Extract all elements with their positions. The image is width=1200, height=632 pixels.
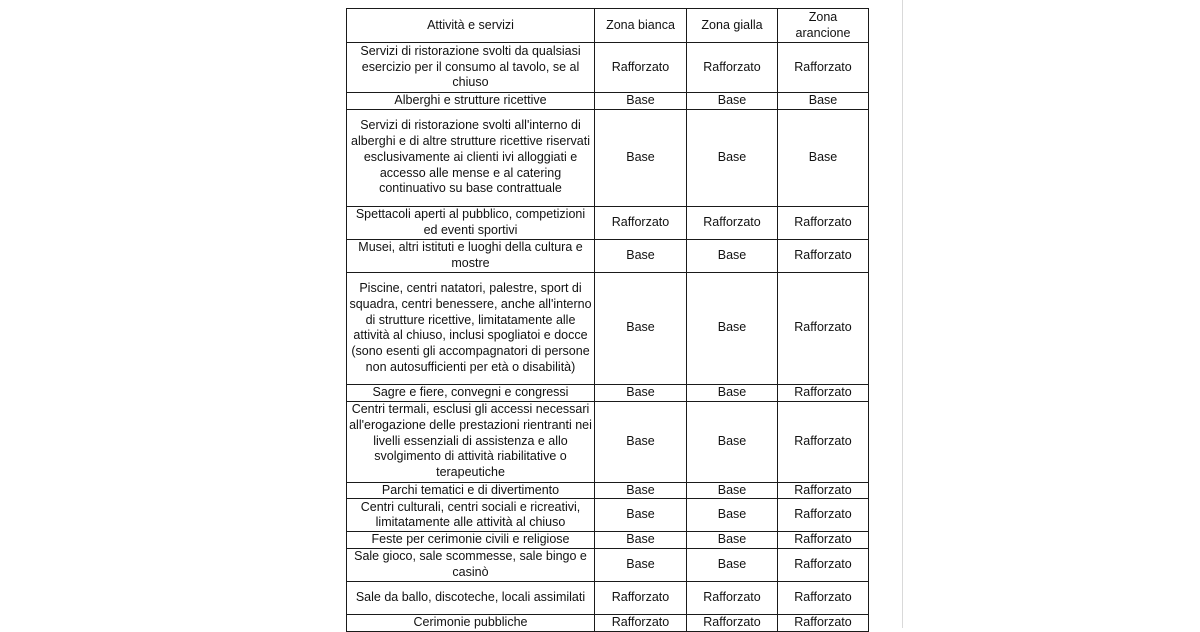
- zona-arancione-cell: Base: [778, 109, 869, 206]
- zona-gialla-cell: Base: [687, 239, 778, 272]
- zona-bianca-cell: Base: [595, 93, 687, 110]
- zona-gialla-cell: Base: [687, 401, 778, 482]
- zona-gialla-cell: Rafforzato: [687, 582, 778, 615]
- table-row: [347, 549, 869, 582]
- zona-bianca-cell: Base: [595, 499, 687, 532]
- table-row: [347, 401, 869, 482]
- zona-bianca-cell: Base: [595, 384, 687, 401]
- zona-bianca-cell: Base: [595, 532, 687, 549]
- zona-arancione-cell: Rafforzato: [778, 499, 869, 532]
- zona-gialla-cell: Rafforzato: [687, 615, 778, 632]
- table-row: [347, 272, 869, 384]
- activity-cell: Servizi di ristorazione svolti da qualsiasi esercizio per il consumo al tavolo, se al chiuso: [347, 43, 595, 93]
- header-zona-arancione: Zona arancione: [778, 9, 869, 43]
- zona-gialla-cell: Base: [687, 532, 778, 549]
- zona-bianca-cell: Base: [595, 239, 687, 272]
- table-row: [347, 482, 869, 499]
- zona-bianca-cell: Base: [595, 482, 687, 499]
- zona-bianca-cell: Rafforzato: [595, 43, 687, 93]
- zona-bianca-cell: Rafforzato: [595, 615, 687, 632]
- zona-bianca-cell: Base: [595, 401, 687, 482]
- activity-cell: Feste per cerimonie civili e religiose: [347, 532, 595, 549]
- activity-cell: Sale gioco, sale scommesse, sale bingo e casinò: [347, 549, 595, 582]
- zona-arancione-cell: Rafforzato: [778, 549, 869, 582]
- activity-cell: Sale da ballo, discoteche, locali assimilati: [347, 582, 595, 615]
- header-activity: Attività e servizi: [347, 9, 595, 43]
- zona-bianca-cell: Rafforzato: [595, 206, 687, 239]
- activity-cell: Servizi di ristorazione svolti all'interno di alberghi e di altre strutture ricettive riservati esclusivamente ai clienti ivi alloggiati e accesso alle mense e al catering continuativo su base contrattuale: [347, 109, 595, 206]
- zona-bianca-cell: Base: [595, 109, 687, 206]
- activity-cell: Centri culturali, centri sociali e ricreativi, limitatamente alle attività al chiuso: [347, 499, 595, 532]
- activity-cell: Cerimonie pubbliche: [347, 615, 595, 632]
- zona-gialla-cell: Base: [687, 499, 778, 532]
- zona-gialla-cell: Base: [687, 93, 778, 110]
- zona-arancione-cell: Rafforzato: [778, 239, 869, 272]
- activity-cell: Sagre e fiere, convegni e congressi: [347, 384, 595, 401]
- zona-gialla-cell: Base: [687, 272, 778, 384]
- zona-arancione-cell: Rafforzato: [778, 384, 869, 401]
- zona-gialla-cell: Rafforzato: [687, 206, 778, 239]
- table-row: [347, 239, 869, 272]
- activity-cell: Centri termali, esclusi gli accessi necessari all'erogazione delle prestazioni rientranti nei livelli essenziali di assistenza e allo svolgimento di attività riabilitative o terapeutiche: [347, 401, 595, 482]
- zona-bianca-cell: Rafforzato: [595, 582, 687, 615]
- zona-gialla-cell: Base: [687, 109, 778, 206]
- zona-bianca-cell: Base: [595, 549, 687, 582]
- zona-gialla-cell: Rafforzato: [687, 43, 778, 93]
- table-row: [347, 93, 869, 110]
- zona-arancione-cell: Rafforzato: [778, 582, 869, 615]
- table-row: [347, 384, 869, 401]
- zona-gialla-cell: Base: [687, 549, 778, 582]
- activity-cell: Parchi tematici e di divertimento: [347, 482, 595, 499]
- zona-arancione-cell: Base: [778, 93, 869, 110]
- table-row: [347, 206, 869, 239]
- table-row: [347, 615, 869, 632]
- table-row: [347, 532, 869, 549]
- zona-gialla-cell: Base: [687, 384, 778, 401]
- zona-arancione-cell: Rafforzato: [778, 43, 869, 93]
- zona-arancione-cell: Rafforzato: [778, 401, 869, 482]
- header-zona-gialla: Zona gialla: [687, 9, 778, 43]
- zona-bianca-cell: Base: [595, 272, 687, 384]
- activity-cell: Piscine, centri natatori, palestre, sport di squadra, centri benessere, anche all'interno di strutture ricettive, limitatamente alle attività al chiuso, inclusi spogliatoi e docce (sono esenti gli accompagnatori di persone non autosufficienti per età o disabilità): [347, 272, 595, 384]
- zona-arancione-cell: Rafforzato: [778, 532, 869, 549]
- zona-arancione-cell: Rafforzato: [778, 206, 869, 239]
- table-row: [347, 109, 869, 206]
- page-edge-divider: [902, 0, 903, 628]
- zona-gialla-cell: Base: [687, 482, 778, 499]
- zona-arancione-cell: Rafforzato: [778, 615, 869, 632]
- table-row: [347, 582, 869, 615]
- zona-arancione-cell: Rafforzato: [778, 482, 869, 499]
- activity-cell: Musei, altri istituti e luoghi della cultura e mostre: [347, 239, 595, 272]
- green-pass-table: [346, 8, 869, 632]
- header-row: [347, 9, 869, 43]
- zona-arancione-cell: Rafforzato: [778, 272, 869, 384]
- table-row: [347, 499, 869, 532]
- header-zona-bianca: Zona bianca: [595, 9, 687, 43]
- table-row: [347, 43, 869, 93]
- activity-cell: Spettacoli aperti al pubblico, competizioni ed eventi sportivi: [347, 206, 595, 239]
- activity-cell: Alberghi e strutture ricettive: [347, 93, 595, 110]
